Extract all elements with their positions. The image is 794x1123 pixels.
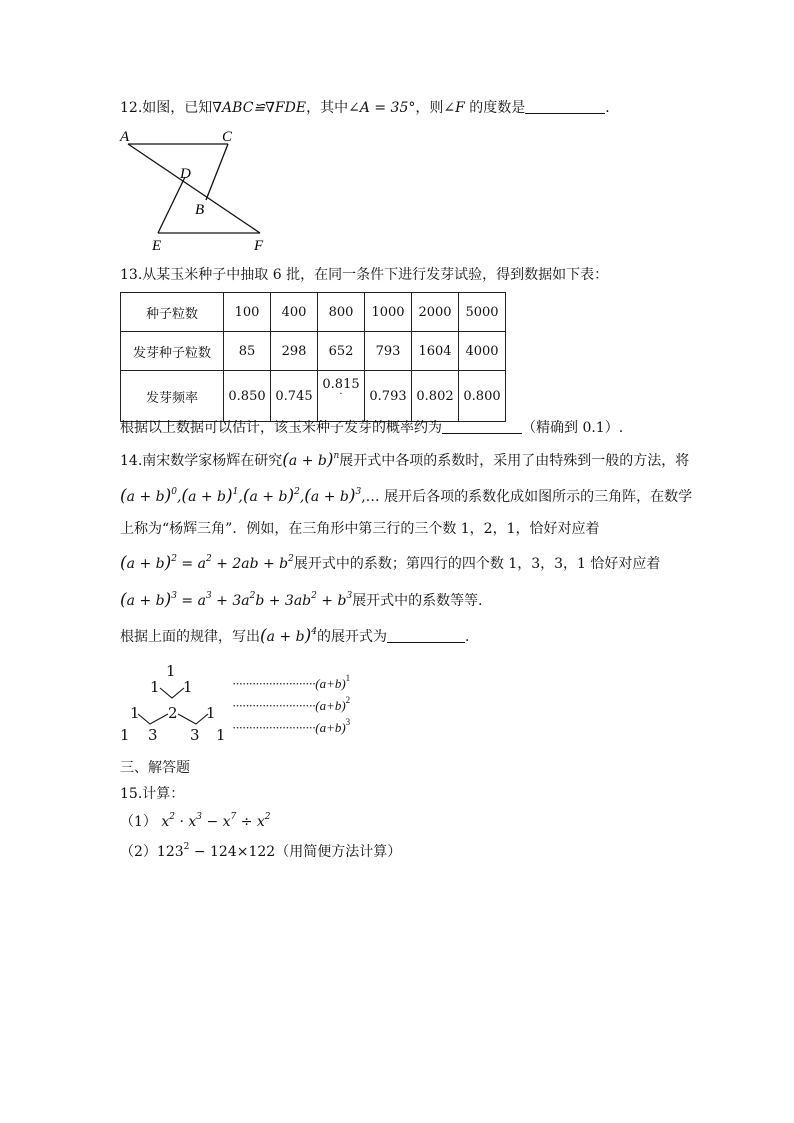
q14-l1-post: 展开式中各项的系数时，采用了由特殊到一般的方法，将 [339, 453, 690, 469]
table-cell: 4000 [459, 332, 506, 371]
triangle-number: 1 [150, 678, 160, 696]
q12-ask-pre: ，则 [415, 100, 444, 116]
dotted-leader: ························· [232, 676, 316, 691]
q12-label-d: D [180, 166, 191, 182]
q12-figure [110, 122, 280, 257]
q14-math-powers: $(a + b)^0,(a + b)^1,(a + b)^2,(a + b)^3$ [120, 486, 362, 506]
bracket-row3-right [178, 714, 208, 724]
q12-stem [120, 98, 619, 118]
q14-l5-post: 展开式中的系数等等． [352, 593, 493, 609]
table-cell-value: 0.815 [322, 377, 360, 392]
q12-end: ． [605, 100, 620, 116]
q13-answer-blank[interactable] [442, 419, 522, 434]
table-cell: 5000 [459, 293, 506, 332]
triangle-expr-text: (a+b) [315, 676, 346, 691]
triangle-expr-power: 1 [345, 673, 351, 683]
q14-l6-end: ． [464, 629, 479, 645]
table-cell: 793 [365, 332, 412, 371]
table-cell: 100 [224, 293, 271, 332]
table-row [121, 332, 506, 371]
triangle-expr-text: (a+b) [315, 720, 346, 735]
q12-segment-de [158, 177, 185, 233]
q15-part-1-expression: $x^2 \cdot x^3 - x^7 \div x^2$ [161, 812, 271, 830]
triangle-number: 3 [190, 726, 200, 744]
table-cell: 0.850 [224, 371, 271, 422]
q13-conclusion [120, 418, 623, 438]
stray-dot-mark: · [339, 389, 343, 400]
table-cell: 0.793 [365, 371, 412, 422]
q14-math-square: $(a + b)^2 = a^2 + 2ab + b^2$ [120, 553, 294, 573]
dotted-leader: ························· [232, 720, 316, 735]
q14-line-1 [120, 450, 689, 471]
q12-prefix: 12.如图，已知 [120, 100, 213, 116]
table-cell [318, 371, 365, 422]
q14-line-4 [120, 553, 660, 574]
table-row [121, 371, 506, 422]
q14-l2-post: ,… 展开后各项的系数化成如图所示的三角阵，在数学 [361, 489, 693, 505]
table-cell: 1604 [412, 332, 459, 371]
table-cell: 298 [271, 332, 318, 371]
q13-data-table [120, 292, 506, 422]
q14-l4-post: 展开式中的系数；第四行的四个数 1，3，3，1 恰好对应着 [293, 556, 661, 572]
q14-l6-post: 的展开式为 [316, 629, 387, 645]
triangle-row-expression [232, 717, 351, 736]
triangle-number: 1 [183, 678, 193, 696]
table-row-header: 发芽种子粒数 [121, 332, 224, 371]
q14-line-5 [120, 590, 492, 611]
table-cell: 0.745 [271, 371, 318, 422]
table-cell: 652 [318, 332, 365, 371]
q14-line-6 [120, 626, 479, 647]
table-cell: 85 [224, 332, 271, 371]
dotted-leader: ························· [232, 698, 316, 713]
q12-middle: ，其中 [306, 100, 349, 116]
q15-part-2-expression: $123^2 - 124\times 122$ [156, 842, 276, 860]
triangle-expr-text: (a+b) [315, 698, 346, 713]
q13-intro: 13.从某玉米种子中抽取 6 批，在同一条件下进行发芽试验，得到数据如下表： [120, 267, 609, 283]
q14-line-2 [120, 486, 692, 507]
triangle-row-expression [232, 695, 351, 714]
q14-math-ab-n: $(a + b)^n$ [282, 450, 340, 470]
q12-congruence: ∇ABC≌∇FDE [212, 100, 307, 116]
q14-math-fourth: $(a + b)^4$ [260, 626, 317, 646]
triangle-expr-power: 2 [345, 695, 351, 705]
q12-segment-af [128, 144, 260, 233]
triangle-number: 1 [206, 704, 216, 722]
q13-conclusion-pre: 根据以上数据可以估计，该玉米种子发芽的概率约为 [120, 420, 442, 436]
q12-label-b: B [195, 202, 205, 218]
q12-ask-post: 的度数是 [464, 100, 526, 116]
triangle-number: 2 [168, 704, 178, 722]
q14-line-3: 上称为“杨辉三角”．例如，在三角形中第三行的三个数 1，2，1，恰好对应着 [120, 521, 600, 537]
q15-part-1 [120, 812, 271, 832]
q15-part-2-note: （用简便方法计算） [275, 844, 402, 860]
q15-part-1-label: （1） [120, 814, 157, 830]
triangle-number: 1 [130, 704, 140, 722]
q14-l1-pre: 14.南宋数学家杨辉在研究 [120, 453, 283, 469]
table-row [121, 293, 506, 332]
q15-part-2 [120, 842, 401, 862]
section-title: 三、解答题 [120, 760, 190, 776]
bracket-row3-left [138, 714, 168, 724]
triangle-number: 1 [166, 662, 176, 680]
q13-conclusion-post: （精确到 0.1）. [522, 420, 624, 436]
q12-label-f: F [254, 238, 264, 254]
q12-angle-f: ∠F [443, 100, 465, 116]
q14-answer-blank[interactable] [387, 628, 465, 643]
table-cell: 800 [318, 293, 365, 332]
bracket-row2 [160, 688, 184, 698]
triangle-number: 3 [148, 726, 158, 744]
q12-answer-blank[interactable] [525, 99, 605, 114]
q12-label-a: A [120, 129, 130, 145]
q15-title: 15.计算： [120, 786, 185, 802]
q14-l6-pre: 根据上面的规律，写出 [120, 629, 260, 645]
table-cell: 0.800 [459, 371, 506, 422]
q14-math-cube: $(a + b)^3 = a^3 + 3a^2b + 3ab^2 + b^3$ [120, 590, 353, 610]
table-cell: 400 [271, 293, 318, 332]
triangle-expr-power: 3 [345, 717, 351, 727]
triangle-row-expression [232, 673, 351, 692]
q12-angle-a: ∠A = 35° [348, 100, 416, 116]
q12-label-c: C [222, 129, 233, 145]
triangle-number: 1 [216, 726, 226, 744]
triangle-number: 1 [120, 726, 130, 744]
q12-segment-cb [206, 144, 228, 200]
q12-label-e: E [152, 238, 162, 254]
yanghui-triangle-figure [110, 660, 370, 745]
table-cell: 1000 [365, 293, 412, 332]
table-cell: 0.802 [412, 371, 459, 422]
q15-part-2-label: （2） [120, 844, 157, 860]
table-row-header: 种子粒数 [121, 293, 224, 332]
table-row-header: 发芽频率 [121, 371, 224, 422]
table-cell: 2000 [412, 293, 459, 332]
